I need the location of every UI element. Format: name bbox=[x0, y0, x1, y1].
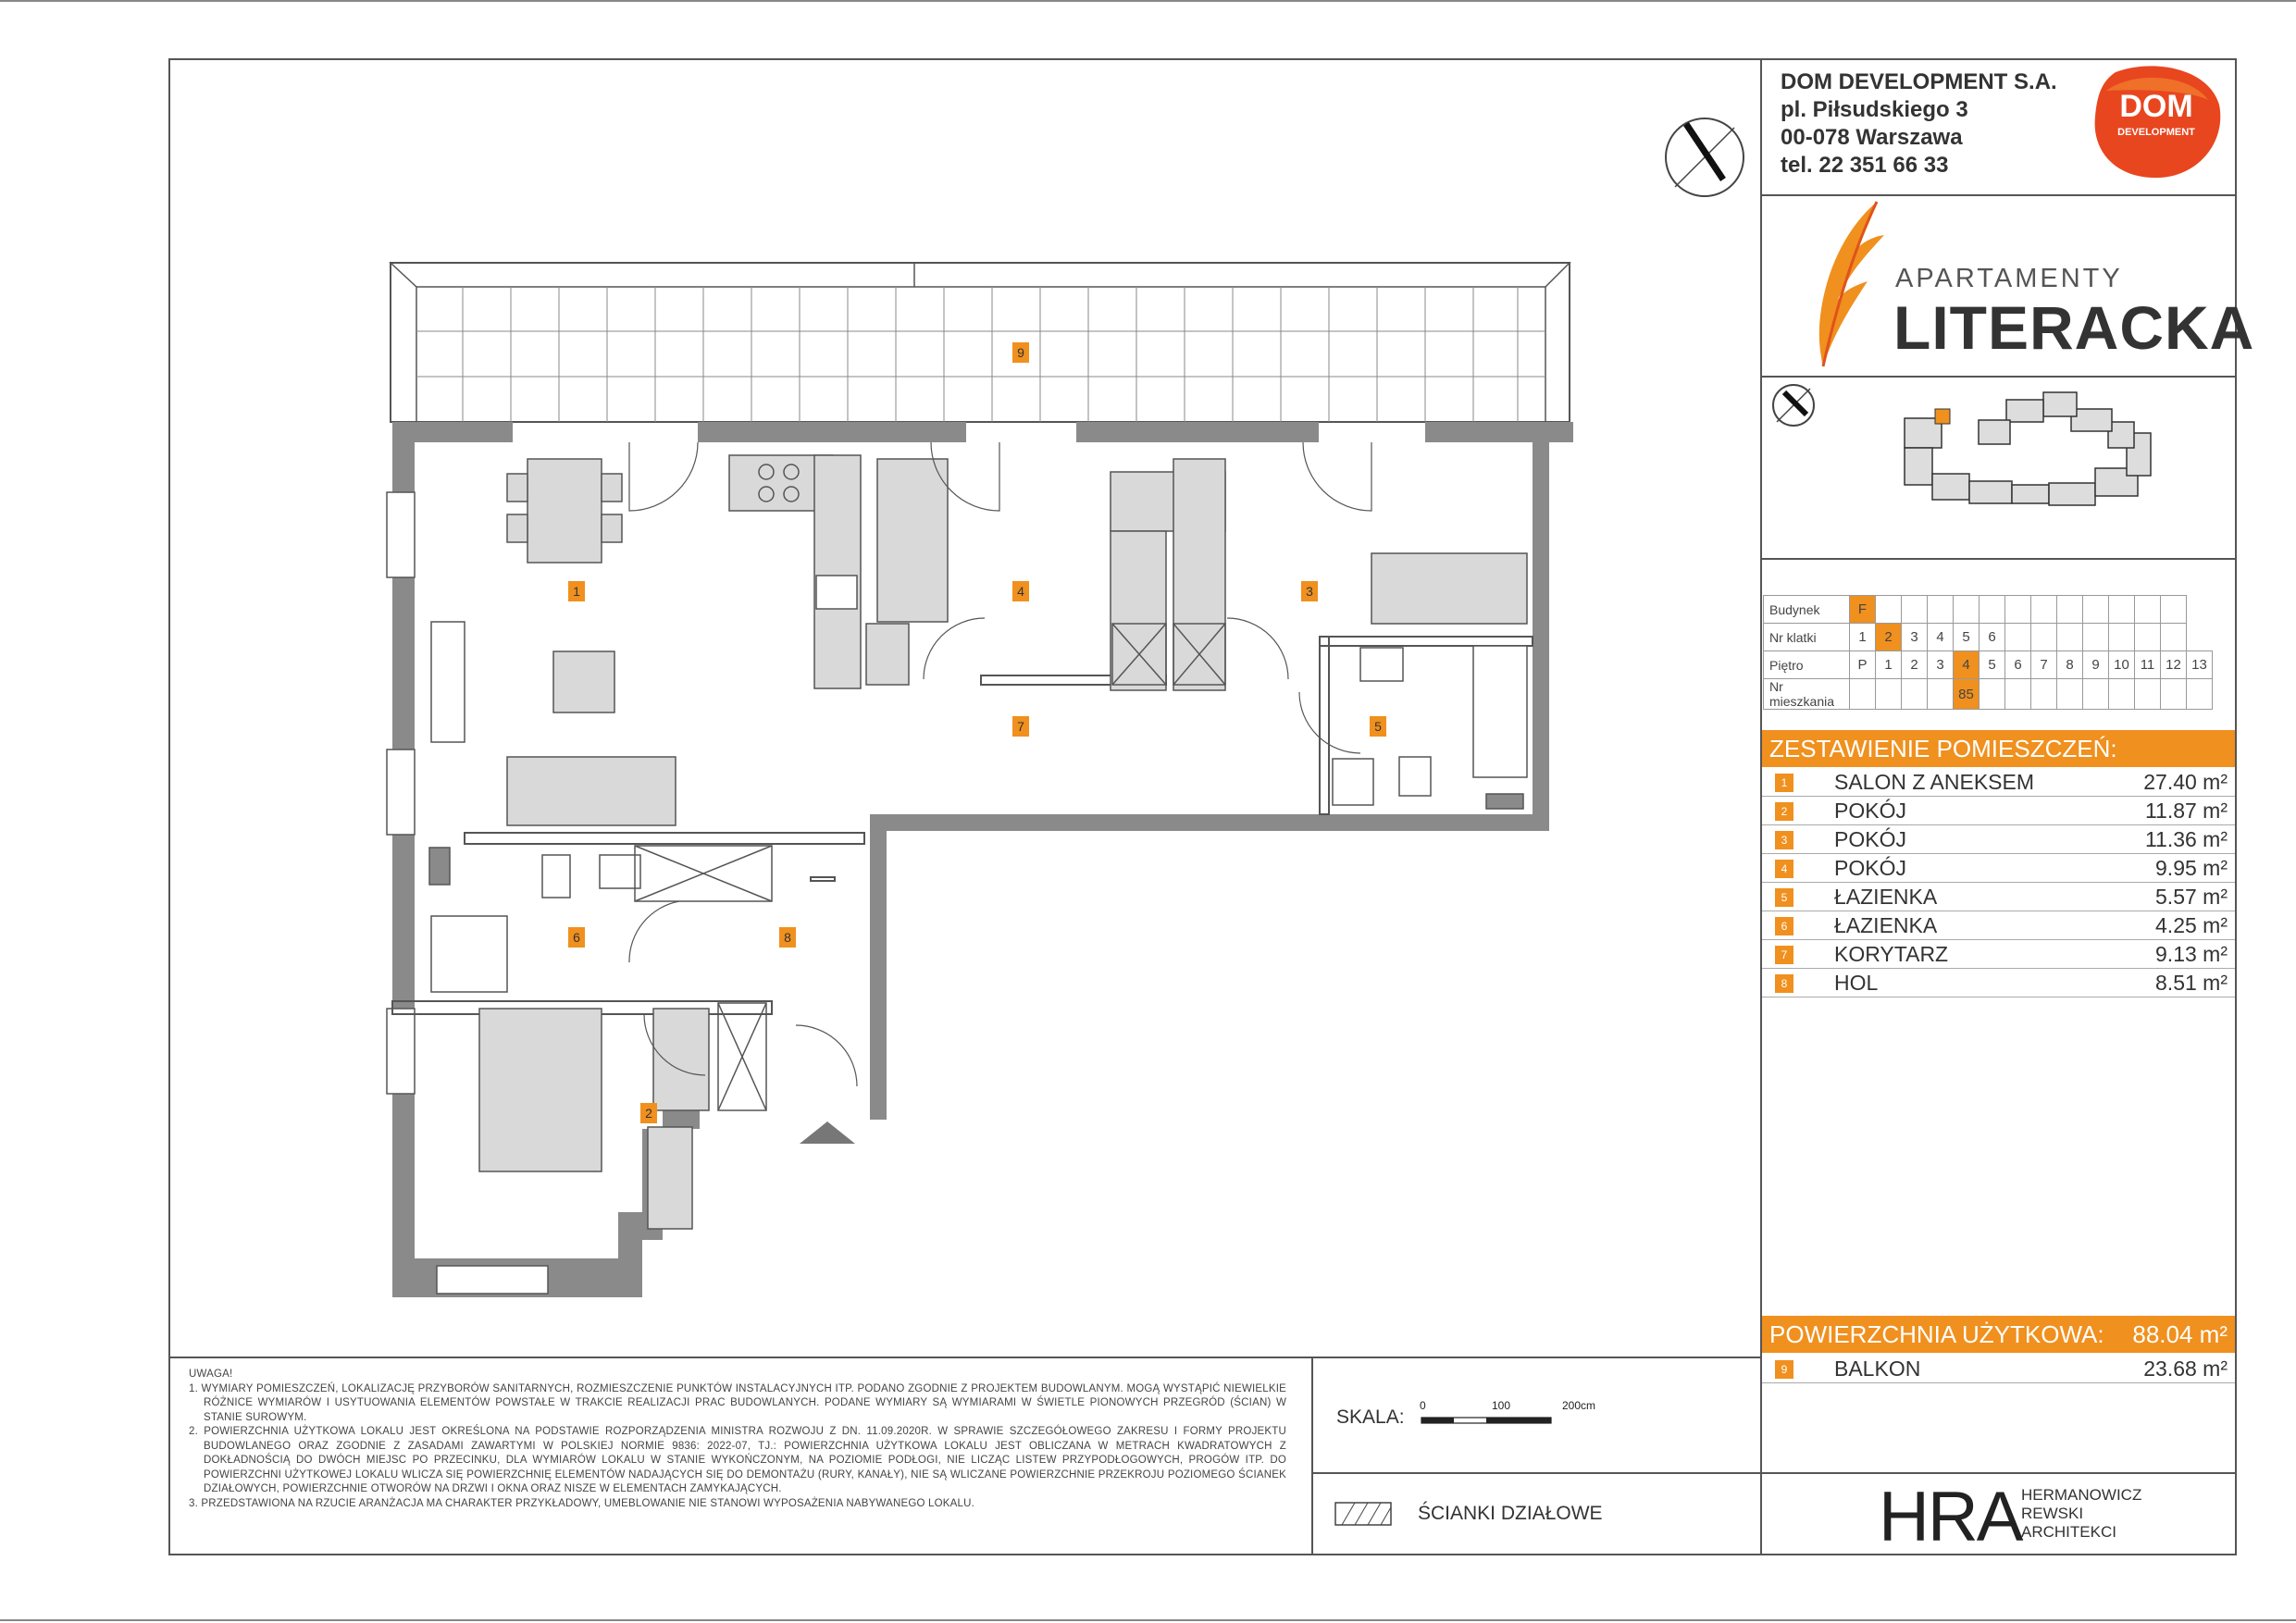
pietro-cell: 7 bbox=[2031, 651, 2057, 679]
entrance-marker bbox=[800, 1121, 855, 1144]
total-label: POWIERZCHNIA UŻYTKOWA: bbox=[1769, 1320, 2104, 1348]
project-subtitle: APARTAMENTY bbox=[1895, 264, 2123, 293]
scale-label: SKALA: bbox=[1336, 1406, 1405, 1428]
feather-icon bbox=[1812, 198, 1895, 370]
pietro-cell: 2 bbox=[1902, 651, 1928, 679]
divider bbox=[1760, 1472, 2237, 1474]
klatka-cell: 6 bbox=[1980, 624, 2005, 651]
top-border bbox=[0, 0, 2296, 2]
mieszkanie-row bbox=[1764, 679, 2213, 710]
wardrobes bbox=[635, 624, 1225, 1110]
company-phone: tel. 22 351 66 33 bbox=[1781, 153, 1949, 178]
logo-text-development: DEVELOPMENT bbox=[2117, 127, 2195, 138]
room-name: HOL bbox=[1834, 971, 1879, 995]
pietro-row bbox=[1764, 651, 2213, 679]
room-number: 9 bbox=[1775, 1360, 1793, 1379]
pietro-cell: 8 bbox=[2057, 651, 2083, 679]
room-area: 27.40 m² bbox=[2143, 770, 2228, 794]
total-area-bar bbox=[1762, 1316, 2235, 1353]
room-name: KORYTARZ bbox=[1834, 942, 1949, 966]
architect-name bbox=[2021, 1486, 2141, 1542]
room-area: 23.68 m² bbox=[2143, 1357, 2228, 1381]
bottom-border bbox=[0, 1619, 2296, 1621]
pietro-cell: 9 bbox=[2083, 651, 2109, 679]
room-tag-3: 3 bbox=[1301, 581, 1318, 601]
divider bbox=[1760, 376, 2237, 378]
klatka-cell: 5 bbox=[1954, 624, 1980, 651]
site-key-plan bbox=[1766, 381, 2210, 553]
company-info bbox=[1781, 68, 2057, 180]
balcony bbox=[391, 263, 1570, 422]
pietro-cell: 3 bbox=[1928, 651, 1954, 679]
room-tag-1: 1 bbox=[568, 581, 585, 601]
divider bbox=[1311, 1472, 1760, 1474]
dom-development-logo bbox=[2088, 63, 2225, 180]
pietro-cell-selected: 4 bbox=[1954, 651, 1980, 679]
divider bbox=[1311, 1357, 1313, 1555]
pietro-cell: 12 bbox=[2161, 651, 2187, 679]
room-name: ŁAZIENKA bbox=[1834, 913, 1938, 937]
divider bbox=[1760, 194, 2237, 196]
total-area: 88.04 m² bbox=[2132, 1320, 2228, 1348]
room-number: 1 bbox=[1775, 774, 1793, 792]
room-row bbox=[1762, 911, 2235, 940]
room-number: 5 bbox=[1775, 888, 1793, 907]
note-1: 1. WYMIARY POMIESZCZEŃ, LOKALIZACJĘ PRZYBORÓW SANITARNYCH, ROZMIESZCZENIE PUNKTÓW INSTALACYJNYCH ITP. PODANO ZGODNIE Z PROJEKTEM BUDOWLANYM. MOGĄ WYSTĄPIĆ NIEWIELKIE RÓŻNICE WYMIARÓW I USYTUOWANIA ELEMENTÓW POWSTAŁE W TRAKCIE REALIZACJI PRAC BUDOWLANYCH. PODANE WYMIARY SĄ WYMIARAMI W ŚWIETLE PIONOWYCH PRZEGRÓD (ŚCIAN) W STANIE SUROWYM. bbox=[189, 1382, 1286, 1423]
room-name: POKÓJ bbox=[1834, 827, 1906, 851]
project-title: LITERACKA bbox=[1893, 293, 2255, 362]
room-area: 9.13 m² bbox=[2155, 942, 2228, 966]
budynek-label: Budynek bbox=[1764, 596, 1850, 624]
room-name: BALKON bbox=[1834, 1357, 1921, 1381]
room-number: 2 bbox=[1775, 802, 1793, 821]
pietro-cell: 5 bbox=[1980, 651, 2005, 679]
floor-plan bbox=[370, 250, 1592, 1314]
room-area: 11.87 m² bbox=[2144, 799, 2228, 823]
room-tag-7: 7 bbox=[1012, 716, 1029, 737]
pietro-cell: 1 bbox=[1876, 651, 1902, 679]
room-row bbox=[1762, 969, 2235, 997]
room-name: SALON Z ANEKSEM bbox=[1834, 770, 2035, 794]
room-area: 5.57 m² bbox=[2155, 885, 2228, 909]
divider bbox=[168, 1357, 1760, 1358]
rooms-list bbox=[1762, 768, 2235, 997]
room-area: 4.25 m² bbox=[2155, 913, 2228, 937]
mieszkanie-label: Nr mieszkania bbox=[1764, 679, 1850, 710]
scale-tick-0: 0 bbox=[1420, 1399, 1426, 1412]
room-row bbox=[1762, 797, 2235, 825]
architect-line: ARCHITEKCI bbox=[2021, 1523, 2116, 1541]
dining-set bbox=[507, 459, 676, 825]
legend-label: ŚCIANKI DZIAŁOWE bbox=[1418, 1503, 1603, 1524]
room-tag-8: 8 bbox=[779, 927, 796, 948]
note-2: 2. POWIERZCHNIA UŻYTKOWA LOKALU JEST OKREŚLONA NA PODSTAWIE ROZPORZĄDZENIA MINISTRA ROZWOJU Z DN. 11.09.2020R. W SPRAWIE SZCZEGÓŁOWEGO ZAKRESU I FORMY PROJEKTU BUDOWLANEGO ORAZ ZGODNIE Z ZASADAMI ZAWARTYMI W POLSKIEJ NORMIE 9836: 2022-07, TJ.: POWIERZCHNIA UŻYTKOWA LOKALU JEST OBLICZANA W METRACH KWADRATOWYCH Z DOKŁADNOŚCIĄ DO DWÓCH MIEJSC PO PRZECINKU, DLA WYMIARÓW LOKALU W STANIE WYKOŃCZONYM, NA POZIOMIE PODŁOGI, NIE LICZĄC LISTEW PRZYPODŁOGOWYCH, PROGÓW ITP. DO POWIERZCHNI UŻYTKOWEJ LOKALU WLICZA SIĘ POWIERZCHNIĘ ELEMENTÓW NADAJĄCYCH SIĘ DO DEMONTAŻU (RURY, KANAŁY), NIE SĄ WLICZANE POWIERZCHNIE PRZEKROJU POZIOMEGO ŚCIANEK DZIAŁOWYCH, POWIERZCHNIE OTWORÓW NA DRZWI I OKNA ORAZ NISZE W ELEMENTACH ZAMYKAJĄCYCH. bbox=[189, 1426, 1286, 1494]
room-name: POKÓJ bbox=[1834, 856, 1906, 880]
balcony-row bbox=[1762, 1355, 2235, 1383]
room-tag-5: 5 bbox=[1370, 716, 1386, 737]
partition-wall-legend-icon bbox=[1334, 1502, 1392, 1526]
rooms-header: ZESTAWIENIE POMIESZCZEŃ: bbox=[1762, 730, 2235, 767]
architect-line: REWSKI bbox=[2021, 1505, 2084, 1522]
room-number: 3 bbox=[1775, 831, 1793, 849]
room-tag-6: 6 bbox=[568, 927, 585, 948]
scale-tick-100: 100 bbox=[1492, 1399, 1511, 1412]
north-arrow-icon bbox=[1662, 115, 1747, 200]
notes-title: UWAGA! bbox=[189, 1369, 233, 1380]
logo-text-dom: DOM bbox=[2119, 89, 2193, 124]
room-number: 6 bbox=[1775, 917, 1793, 935]
pietro-cell: 13 bbox=[2187, 651, 2213, 679]
room-name: ŁAZIENKA bbox=[1834, 885, 1938, 909]
pietro-cell: 11 bbox=[2135, 651, 2161, 679]
architect-line: HERMANOWICZ bbox=[2021, 1486, 2142, 1504]
klatka-cell: 4 bbox=[1928, 624, 1954, 651]
room-row bbox=[1762, 883, 2235, 911]
klatka-cell-selected: 2 bbox=[1876, 624, 1902, 651]
klatka-cell: 3 bbox=[1902, 624, 1928, 651]
room-name: POKÓJ bbox=[1834, 799, 1906, 823]
budynek-value: F bbox=[1850, 596, 1876, 624]
pietro-label: Piętro bbox=[1764, 651, 1850, 679]
mieszkanie-value: 85 bbox=[1954, 679, 1980, 710]
divider bbox=[1760, 558, 2237, 560]
apartment-info-table bbox=[1763, 595, 2213, 710]
room-area: 9.95 m² bbox=[2155, 856, 2228, 880]
klatka-label: Nr klatki bbox=[1764, 624, 1850, 651]
note-3: 3. PRZEDSTAWIONA NA RZUCIE ARANŻACJA MA CHARAKTER PRZYKŁADOWY, UMEBLOWANIE NIE STANOWI WYPOSAŻENIA NABYWANEGO LOKALU. bbox=[189, 1497, 974, 1509]
room-row bbox=[1762, 940, 2235, 969]
architect-logo: HRA bbox=[1879, 1478, 2022, 1556]
room-tag-2: 2 bbox=[640, 1103, 657, 1123]
klatka-row bbox=[1764, 624, 2213, 651]
room-area: 8.51 m² bbox=[2155, 971, 2228, 995]
pietro-cell: 10 bbox=[2109, 651, 2135, 679]
room-row bbox=[1762, 825, 2235, 854]
company-city: 00-078 Warszawa bbox=[1781, 125, 1963, 150]
room-number: 4 bbox=[1775, 860, 1793, 878]
pietro-cell: P bbox=[1850, 651, 1876, 679]
company-street: pl. Piłsudskiego 3 bbox=[1781, 97, 1968, 122]
klatka-cell: 1 bbox=[1850, 624, 1876, 651]
room-area: 11.36 m² bbox=[2144, 827, 2228, 851]
room-tag-4: 4 bbox=[1012, 581, 1029, 601]
notes bbox=[189, 1368, 1286, 1511]
room-row bbox=[1762, 854, 2235, 883]
room-row bbox=[1762, 768, 2235, 797]
room-number: 7 bbox=[1775, 946, 1793, 964]
scale-tick-200: 200cm bbox=[1562, 1399, 1596, 1412]
company-name: DOM DEVELOPMENT S.A. bbox=[1781, 69, 2057, 94]
room-number: 8 bbox=[1775, 974, 1793, 993]
room-tag-9: 9 bbox=[1012, 342, 1029, 363]
doors bbox=[629, 442, 1371, 1086]
pietro-cell: 6 bbox=[2005, 651, 2031, 679]
